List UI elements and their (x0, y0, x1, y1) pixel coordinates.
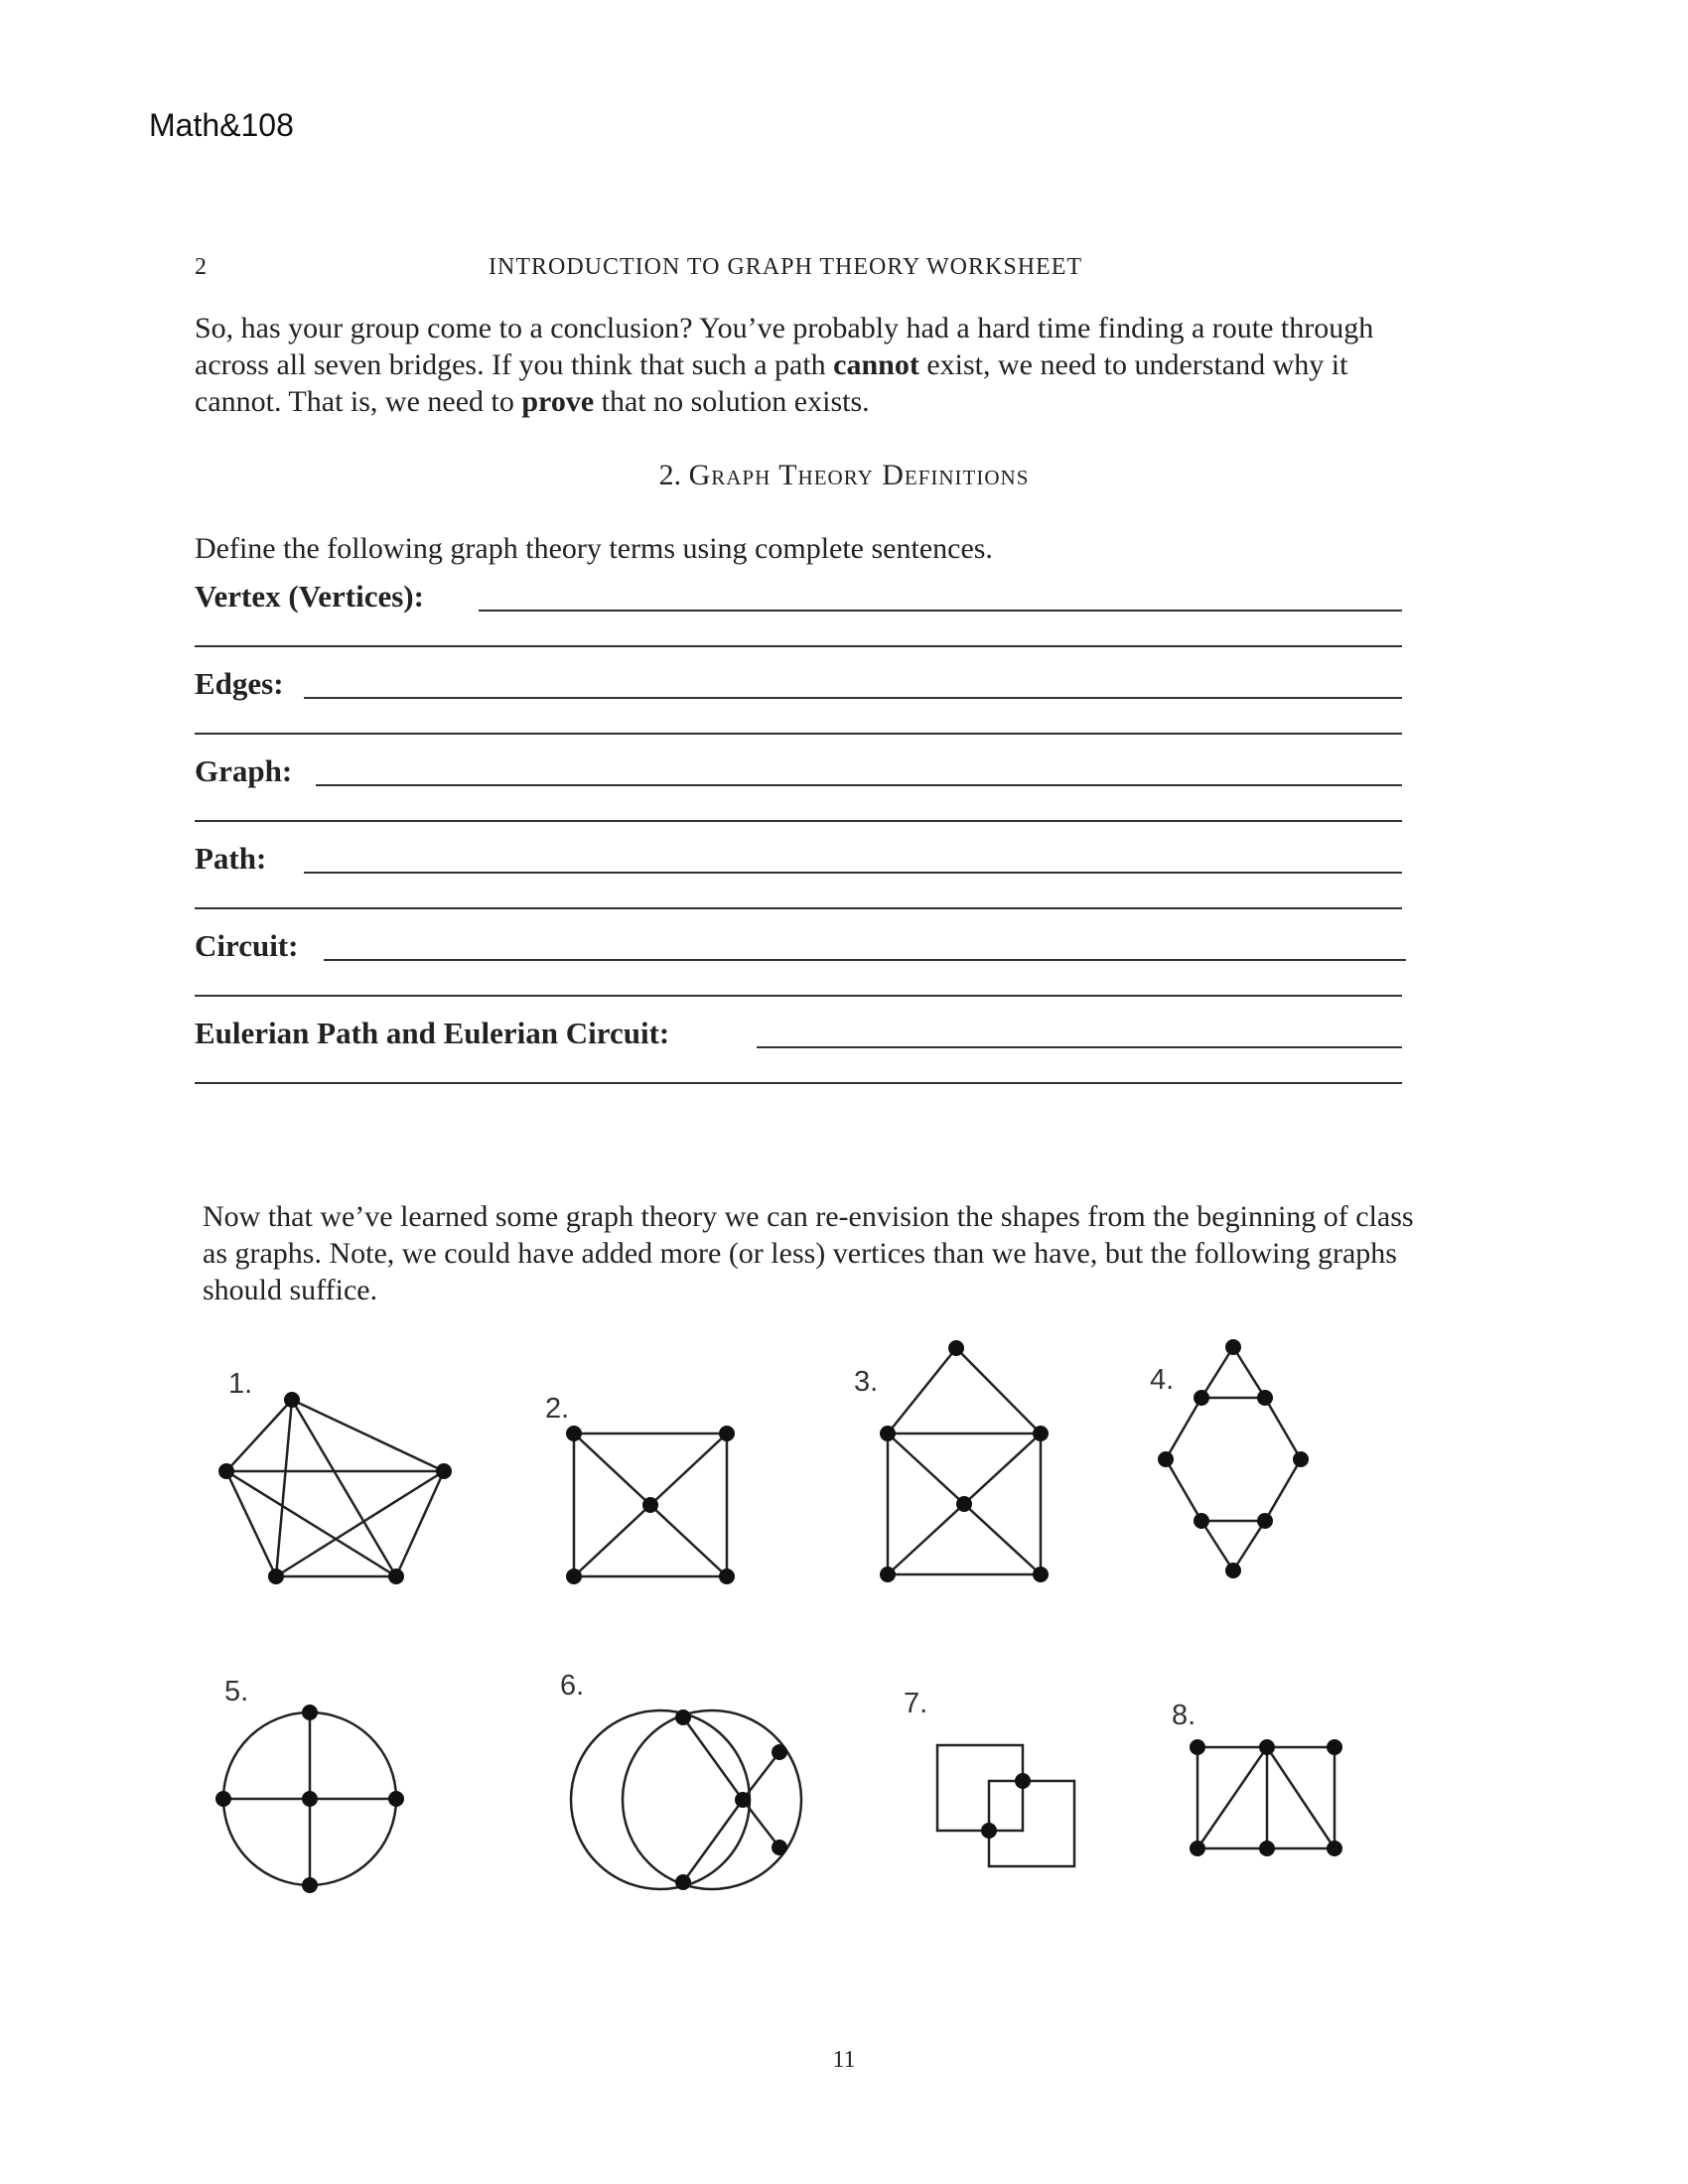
term-edges: Edges: (195, 666, 284, 701)
intro-bold-prove: prove (521, 385, 595, 418)
intro-bold-cannot: cannot (833, 348, 919, 381)
term-circuit: Circuit: (195, 928, 299, 963)
define-prompt: Define the following graph theory terms using complete sentences. (195, 532, 993, 565)
graph-8-rectangle-triangles (1197, 1747, 1335, 1848)
graph-6-two-circles (571, 1710, 801, 1889)
graph-label-1: 1. (228, 1368, 253, 1400)
term-eulerian: Eulerian Path and Eulerian Circuit: (195, 1016, 670, 1050)
graph-label-5: 5. (224, 1676, 249, 1707)
intro-text-2: exist, we need to understand why it cannot. That is, we need to (195, 348, 1348, 418)
graph-label-7: 7. (904, 1688, 928, 1719)
graph-7-overlapping-squares (937, 1745, 1074, 1866)
intro-text-3: that no solution exists. (594, 385, 870, 418)
term-graph: Graph: (195, 753, 293, 788)
section-number: 2. (658, 459, 682, 491)
section-title: Graph Theory Definitions (688, 459, 1030, 491)
worksheet-header-title: INTRODUCTION TO GRAPH THEORY WORKSHEET (489, 254, 1083, 280)
graph-4-hexagon-triangles (1166, 1347, 1301, 1570)
worksheet-page-number: 2 (195, 254, 207, 280)
intro-text-1: So, has your group come to a conclusion? You’ve probably had a hard time finding a route through across all seven bridges. If you think that such a path (195, 312, 1374, 381)
term-vertex: Vertex (Vertices): (195, 579, 424, 614)
course-title: Math&108 (149, 107, 294, 143)
term-path: Path: (195, 841, 267, 876)
graph-label-3: 3. (854, 1366, 879, 1398)
graph-label-6: 6. (560, 1670, 585, 1702)
graph-label-4: 4. (1150, 1364, 1175, 1396)
transition-paragraph: Now that we’ve learned some graph theory we can re-envision the shapes from the beginning of class as graphs. Note, we could have added more (or less) vertices than we have, but the following graphs should suffice. (203, 1200, 1414, 1306)
graph-label-2: 2. (545, 1393, 570, 1425)
graph-1-pentagon-complete (226, 1400, 444, 1576)
graph-3-house (888, 1348, 1041, 1574)
graph-label-8: 8. (1172, 1700, 1196, 1731)
footer-page-number: 11 (832, 2047, 856, 2073)
